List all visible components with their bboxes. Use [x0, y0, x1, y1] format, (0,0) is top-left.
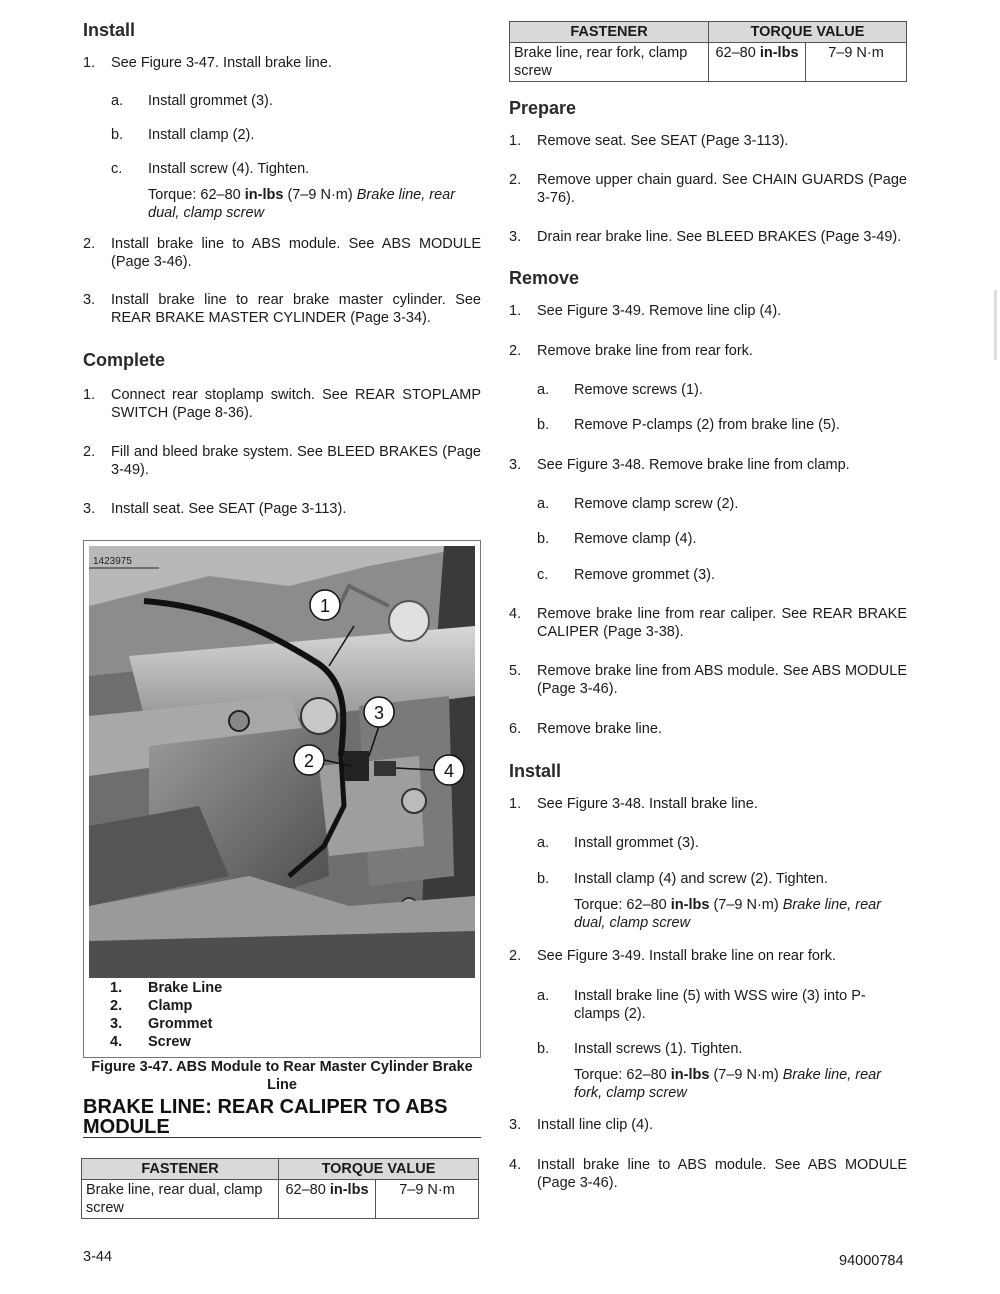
table-header: FASTENER: [510, 22, 709, 43]
svg-text:2: 2: [303, 751, 315, 771]
page-edge-mark: [994, 290, 997, 360]
install-heading: Install: [83, 20, 136, 40]
table-cell: 62–80 in-lbs: [279, 1180, 376, 1219]
install-torque-spec: Torque: 62–80 in-lbs (7–9 N·m) Brake line, rear dual, clamp screw: [148, 187, 456, 221]
install-torque-spec-1: Torque: 62–80 in-lbs (7–9 N·m) Brake line, rear dual, clamp screw: [574, 897, 882, 931]
table-row: [82, 1180, 479, 1219]
install-torque-spec-2: Torque: 62–80 in-lbs (7–9 N·m) Brake line, rear fork, clamp screw: [574, 1067, 882, 1101]
table-cell: 62–80 in-lbs: [709, 43, 806, 82]
svg-text:1: 1: [319, 596, 331, 616]
figure-caption: Figure 3-47. ABS Module to Rear Master Cylinder Brake Line: [91, 1059, 473, 1093]
figure-id-label: 1423975: [93, 556, 132, 567]
brake-line-photo: [89, 546, 475, 978]
table-cell: 7–9 N·m: [376, 1180, 479, 1219]
table-row: [510, 43, 907, 82]
remove-heading: Remove: [509, 268, 580, 288]
svg-text:4: 4: [443, 761, 455, 781]
torque-table-left: [81, 1158, 479, 1219]
table-cell: Brake line, rear dual, clamp screw: [82, 1180, 279, 1219]
prepare-heading: Prepare: [509, 98, 577, 118]
table-cell: 7–9 N·m: [806, 43, 907, 82]
section-title: BRAKE LINE: REAR CALIPER TO ABS MODULE: [83, 1097, 481, 1138]
torque-table-right: [509, 21, 907, 82]
svg-text:3: 3: [373, 703, 385, 723]
install-heading-right: Install: [509, 761, 562, 781]
table-header: FASTENER: [82, 1159, 279, 1180]
figure-3-47: 1423975 1 3 2 4 1. Brake Line 2. Clamp 3. Grommet 4. Screw: [83, 540, 481, 1058]
table-cell: Brake line, rear fork, clamp screw: [510, 43, 709, 82]
page-number: 3-44: [83, 1249, 113, 1265]
table-header: TORQUE VALUE: [279, 1159, 479, 1180]
table-header: TORQUE VALUE: [709, 22, 907, 43]
complete-heading: Complete: [83, 350, 166, 370]
document-number: 94000784: [839, 1253, 904, 1269]
